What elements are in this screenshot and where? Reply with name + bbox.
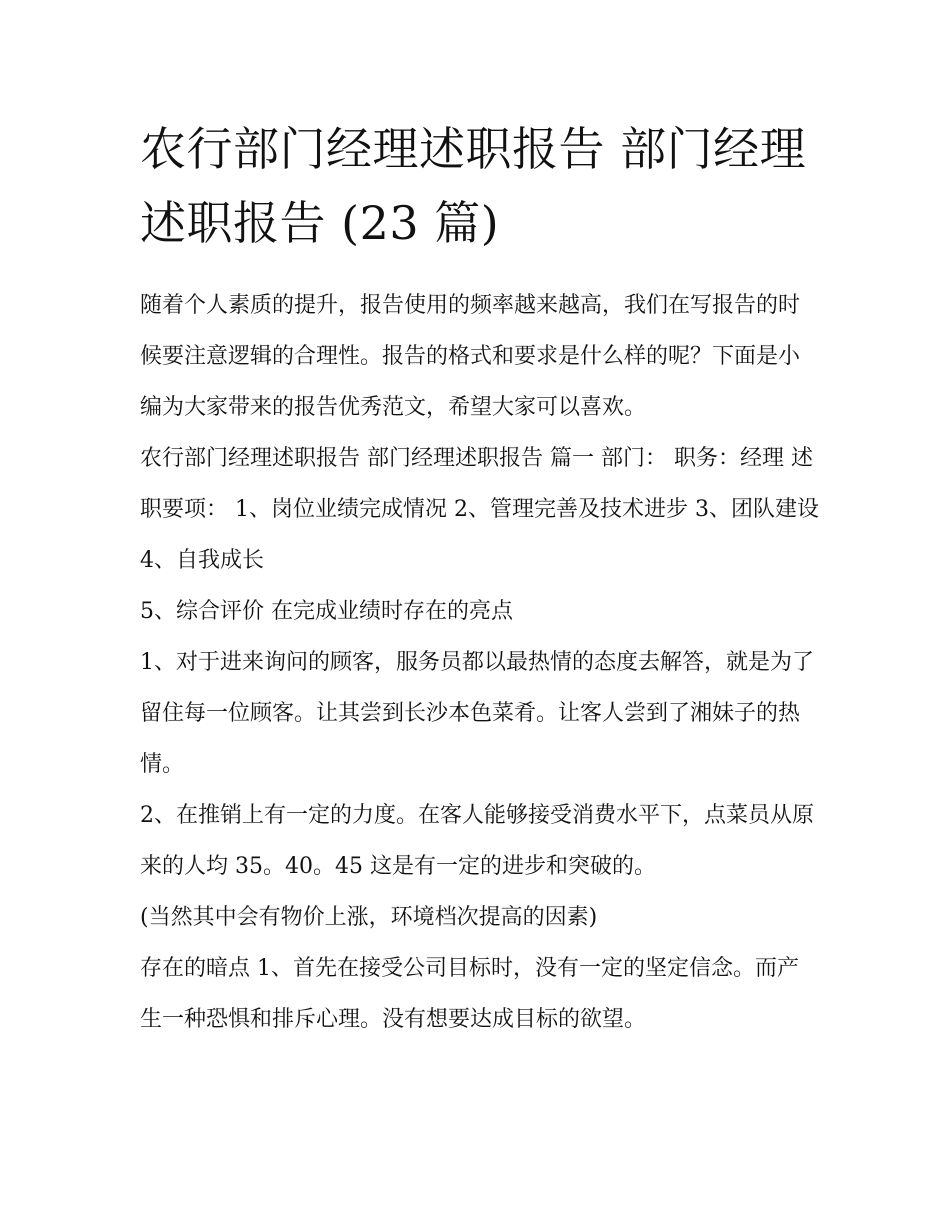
weakness-paragraph: 存在的暗点 1、首先在接受公司目标时，没有一定的坚定信念。而产生一种恐惧和排斥心理。没有想要达成目标的欲望。 — [140, 956, 799, 1032]
intro-paragraph: 随着个人素质的提升，报告使用的频率越来越高，我们在写报告的时候要注意逻辑的合理性。报告的格式和要求是什么样的呢？下面是小编为大家带来的报告优秀范文，希望大家可以喜欢。 — [140, 293, 801, 420]
section-header-paragraph: 农行部门经理述职报告 部门经理述职报告 篇一 部门： 职务：经理 述职要项： 1、岗位业绩完成情况 2、管理完善及技术进步 3、团队建设 4、自我成长 — [140, 446, 819, 573]
highlight-item-1: 1、对于进来询问的顾客，服务员都以最热情的态度去解答，就是为了留住每一位顾客。让其尝到长沙本色菜肴。让客人尝到了湘妹子的热情。 — [140, 650, 814, 777]
document-content — [140, 112, 820, 1045]
highlight-item-2: 2、在推销上有一定的力度。在客人能够接受消费水平下，点菜员从原来的人均 35。40。45 这是有一定的进步和突破的。 — [140, 803, 814, 879]
document-title: 农行部门经理述职报告 部门经理述职报告 (23 篇) — [140, 122, 807, 250]
document-body — [140, 280, 820, 1045]
note-paragraph: (当然其中会有物价上涨，环境档次提高的因素) — [140, 905, 598, 930]
summary-paragraph: 5、综合评价 在完成业绩时存在的亮点 — [140, 599, 513, 624]
